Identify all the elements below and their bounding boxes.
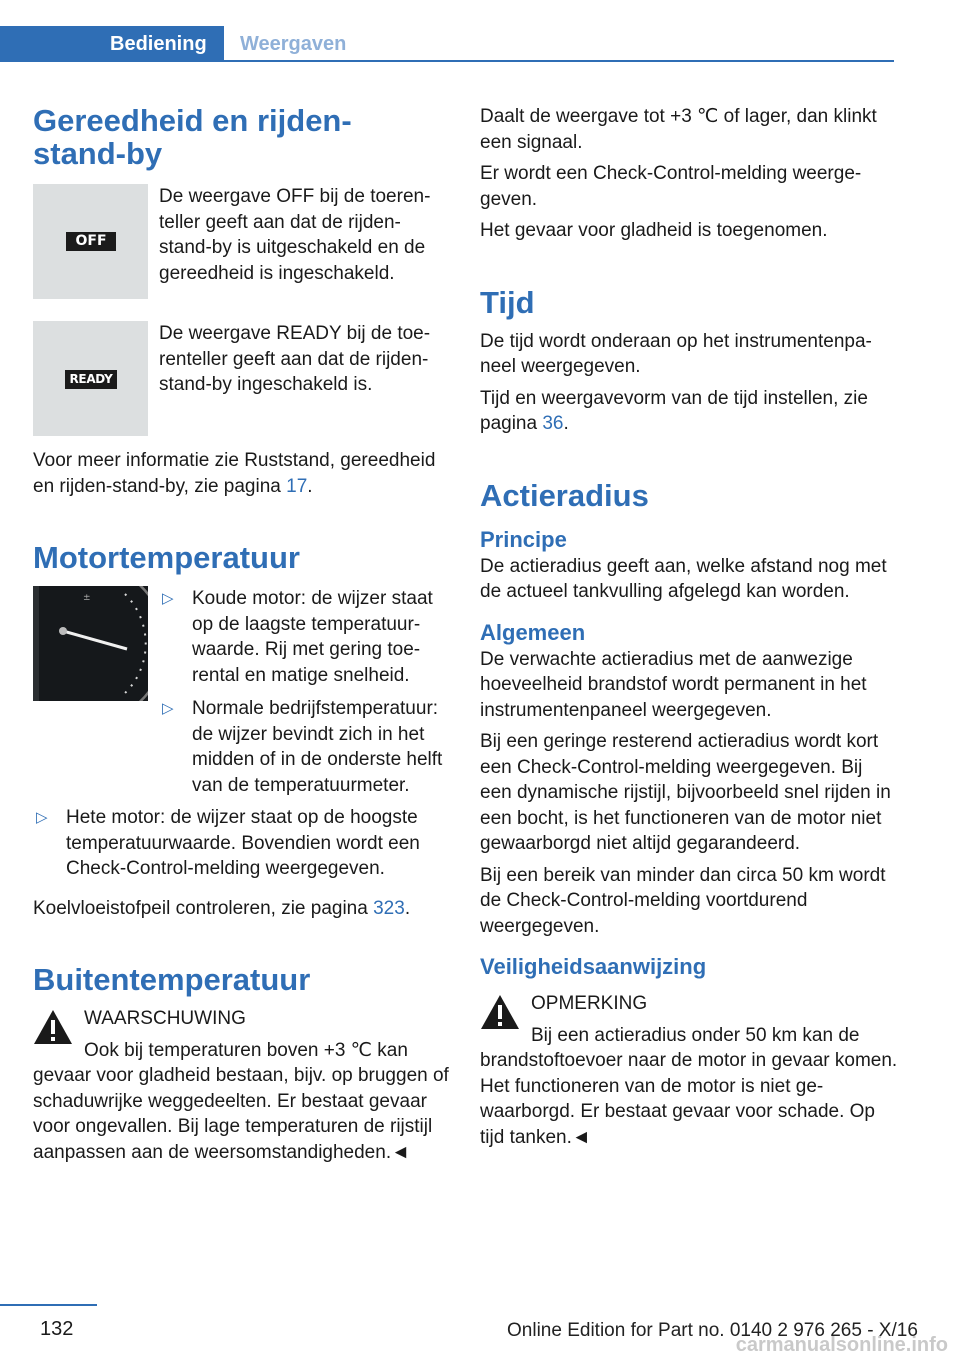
coolant-paragraph <box>33 896 449 922</box>
page-number: 132 <box>40 1318 74 1340</box>
left-column <box>33 104 449 1165</box>
temperature-gauge-icon <box>33 586 148 701</box>
heading-motortemperatuur: Motortemperatuur <box>33 540 300 575</box>
list-item <box>159 696 449 798</box>
warning-triangle-icon <box>33 1008 73 1046</box>
page-link-36[interactable]: 36 <box>542 413 564 434</box>
page-link-17[interactable]: 17 <box>286 475 308 497</box>
note-box <box>480 991 898 1150</box>
algemeen-para-3: Bij een bereik van minder dan circa 50 km wordt de Check-Control-melding voortdurend weergegeven. <box>480 864 886 937</box>
tab-weergaven[interactable]: Weergaven <box>240 33 347 55</box>
subheading-veiligheid: Veiligheidsaanwijzing <box>480 954 707 979</box>
ready-badge: READY <box>65 370 117 389</box>
ready-description: De weergave READY bij de toerenteller geeft aan dat de rijden-stand-by ingeschakeld is. <box>159 323 431 395</box>
tijd-para-1: De tijd wordt onderaan op het instrumentenpaneel weergegeven. <box>480 330 872 377</box>
warning-triangle-icon <box>480 993 520 1031</box>
list-item-text: Koude motor: de wijzer staat op de laagste temperatuurwaarde. Rij met gering toerental en matige snelheid. <box>192 588 433 686</box>
tab-bediening[interactable]: Bediening <box>0 26 224 62</box>
principe-text: De actieradius geeft aan, welke afstand nog met de actueel tankvulling afgelegd kan worden. <box>480 555 887 602</box>
coolant-text: Koelvloeistofpeil controleren, zie pagina <box>33 897 374 919</box>
heading-gereedheid: Gereedheid en rijden-stand-by <box>33 103 352 171</box>
triangle-bullet-icon: ▷ <box>162 590 174 607</box>
subheading-principe: Principe <box>480 526 567 552</box>
edition-text: Online Edition for Part no. 0140 2 976 265 - X/16 <box>507 1320 918 1341</box>
more-info-text: Voor meer informatie zie Ruststand, gereedheid en rijden-stand-by, zie pagina <box>33 450 436 497</box>
heading-actieradius: Actieradius <box>480 477 649 513</box>
triangle-bullet-icon: ▷ <box>36 809 48 826</box>
ready-display-figure <box>33 321 148 436</box>
off-badge: OFF <box>66 232 116 251</box>
note-label: OPMERKING <box>531 993 648 1014</box>
more-info-suffix: . <box>307 475 313 497</box>
watermark: carmanualsonline.info <box>735 1334 948 1356</box>
more-info-paragraph <box>33 448 449 499</box>
algemeen-para-1: De verwachte actieradius met de aanwezige hoeveelheid brandstof wordt permanent in het instrumentenpaneel weergegeven. <box>480 648 867 721</box>
buiten-para-1: Daalt de weergave tot +3 ℃ of lager, dan klinkt een signaal. <box>480 106 877 153</box>
list-item <box>159 586 449 688</box>
temperature-gauge-figure <box>33 586 148 701</box>
svg-text:±: ± <box>83 593 91 603</box>
page-link-323[interactable]: 323 <box>373 897 405 919</box>
gauge-list-bottom <box>33 805 449 882</box>
heading-tijd: Tijd <box>480 284 535 320</box>
tijd-para-2-suffix: . <box>563 413 569 434</box>
list-item <box>33 805 449 882</box>
coolant-suffix: . <box>404 897 411 919</box>
chapter-tabbar <box>0 26 894 62</box>
tijd-para-2-text: Tijd en weergavevorm van de tijd instellen, zie pagina <box>480 387 868 434</box>
list-item-text: Normale bedrijfstemperatuur: de wijzer bevindt zich in het midden of in de onderste helft van de temperatuurmeter. <box>192 698 443 796</box>
tijd-para-2 <box>480 386 898 437</box>
off-display-figure <box>33 184 148 299</box>
buiten-para-3: Het gevaar voor gladheid is toegenomen. <box>480 220 828 241</box>
right-column <box>480 104 898 1150</box>
algemeen-para-2: Bij een geringe resterend actieradius wordt kort een Check-Control-melding weergegeven. Bij een dynamische rijstijl, bijvoorbeeld snel rijden in een bocht, is het functioneren van de motor niet gewaarborgd niet altijd gegarandeerd. <box>480 731 891 854</box>
figure-row-off <box>33 184 449 299</box>
warning-text: Ook bij temperaturen boven +3 ℃ kan gevaar voor gladheid bestaan, bijv. op bruggen of schaduwrijke weggedeelten. Er bestaat gevaar voor ongevallen. Bij lage temperaturen de rijstijl aanpassen aan de weersomstandigheden.◄ <box>33 1039 449 1163</box>
warning-label: WAARSCHUWING <box>84 1008 246 1029</box>
figure-row-ready <box>33 321 449 436</box>
heading-buitentemperatuur: Buitentemperatuur <box>33 962 311 997</box>
footer-rule <box>0 1304 97 1306</box>
triangle-bullet-icon: ▷ <box>162 700 174 717</box>
warning-box <box>33 1006 449 1165</box>
buiten-para-2: Er wordt een Check-Control-melding weergegeven. <box>480 163 862 210</box>
gauge-list-top <box>159 586 449 798</box>
list-item-text: Hete motor: de wijzer staat op de hoogste temperatuurwaarde. Bovendien wordt een Check-Control-melding weergegeven. <box>66 807 420 879</box>
note-text: Bij een actieradius onder 50 km kan de brandstoftoevoer naar de motor in gevaar komen. Het functioneren van de motor is niet gewaarborgd. Er bestaat gevaar voor schade. Op tijd tanken.◄ <box>480 1024 898 1148</box>
figure-row-gauge <box>33 586 449 798</box>
subheading-algemeen: Algemeen <box>480 619 586 645</box>
off-description: De weergave OFF bij de toerenteller geeft aan dat de rijden-stand-by is uitgeschakeld en de gereedheid is ingeschakeld. <box>159 186 431 284</box>
